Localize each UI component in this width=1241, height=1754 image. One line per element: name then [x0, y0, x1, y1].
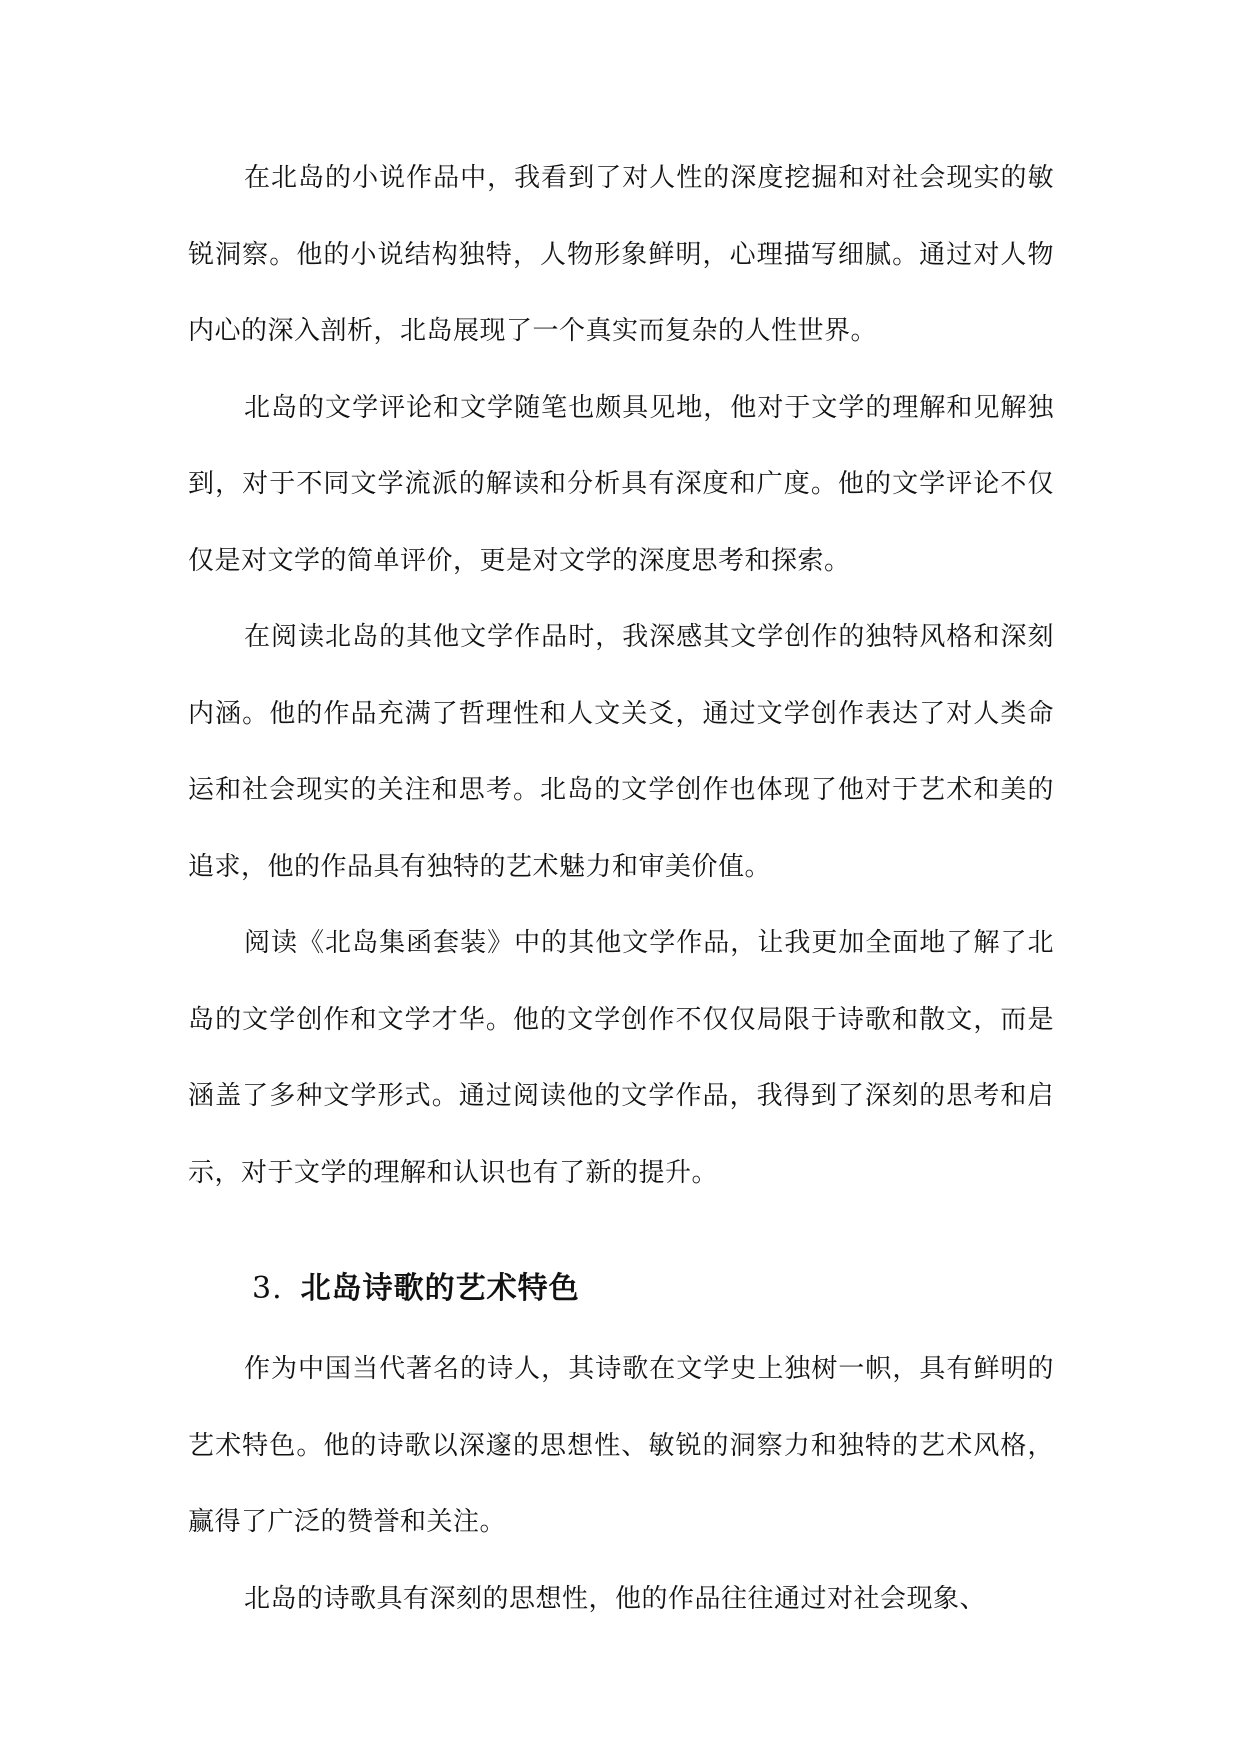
paragraph-poetry-intro: 作为中国当代著名的诗人，其诗歌在文学史上独树一帜，具有鲜明的艺术特色。他的诗歌以深邃的思想性、敏锐的洞察力和独特的艺术风格，赢得了广泛的赞誉和关注。: [188, 1354, 1054, 1537]
paragraph-novels: 在北岛的小说作品中，我看到了对人性的深度挖掘和对社会现实的敏锐洞察。他的小说结构独特，人物形象鲜明，心理描写细腻。通过对人物内心的深入剖析，北岛展现了一个真实而复杂的人性世界。: [188, 163, 1054, 346]
section-heading: [188, 1246, 1054, 1331]
paragraph-collection: 阅读《北岛集函套装》中的其他文学作品，让我更加全面地了解了北岛的文学创作和文学才华。他的文学创作不仅仅局限于诗歌和散文，而是涵盖了多种文学形式。通过阅读他的文学作品，我得到了深刻的思考和启示，对于文学的理解和认识也有了新的提升。: [188, 928, 1054, 1188]
section-number: 3.: [252, 1271, 283, 1306]
document-page: [188, 140, 1054, 1637]
section-title: 北岛诗歌的艺术特色: [300, 1271, 580, 1306]
paragraph-other-works: 在阅读北岛的其他文学作品时，我深感其文学创作的独特风格和深刻内涵。他的作品充满了哲理性和人文关爻，通过文学创作表达了对人类命运和社会现实的关注和思考。北岛的文学创作也体现了他对于艺术和美的追求，他的作品具有独特的艺术魅力和审美价值。: [188, 622, 1054, 882]
paragraph-poetry-thought: 北岛的诗歌具有深刻的思想性，他的作品往往通过对社会现象、: [244, 1583, 987, 1614]
paragraph-criticism: 北岛的文学评论和文学随笔也颇具见地，他对于文学的理解和见解独到，对于不同文学流派的解读和分析具有深度和广度。他的文学评论不仅仅是对文学的简单评价，更是对文学的深度思考和探索。: [188, 392, 1054, 576]
